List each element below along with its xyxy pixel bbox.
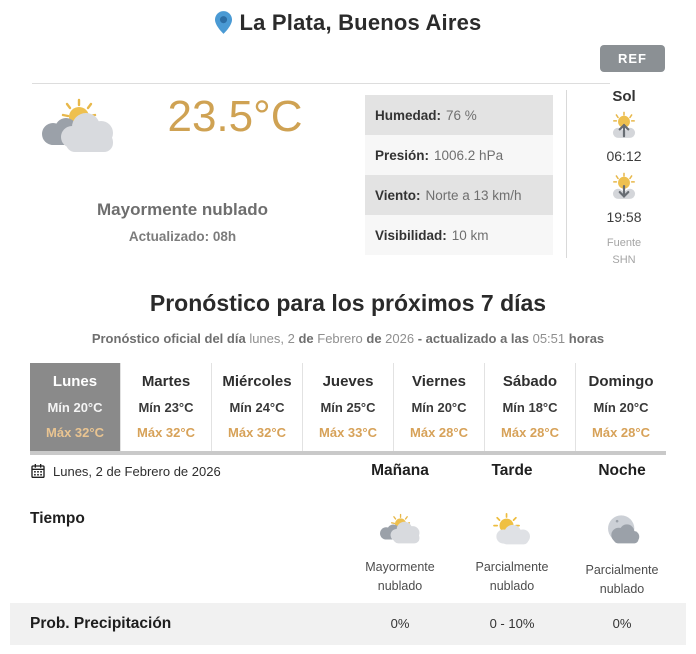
day-name: Lunes	[52, 373, 98, 390]
day-name: Sábado	[502, 373, 558, 390]
detail-row-humidity	[365, 95, 553, 135]
current-updated-time: Actualizado: 08h	[128, 229, 237, 244]
day-min-temp: Mín 23°C	[138, 400, 194, 415]
detail-row-wind	[365, 175, 553, 215]
current-temperature: 23.5°C	[167, 92, 303, 141]
day-min-temp: Mín 25°C	[320, 400, 376, 415]
detail-value: 76 %	[446, 107, 477, 123]
sunset-time: 19:58	[606, 209, 642, 225]
forecast-subtitle	[0, 331, 696, 346]
detail-row-pressure	[365, 135, 553, 175]
day-max-temp: Máx 32°C	[228, 425, 286, 440]
day-name: Miércoles	[222, 373, 292, 390]
detail-label: Humedad:	[375, 107, 442, 123]
day-tab-lunes[interactable]	[30, 363, 120, 451]
selected-day-date: Lunes, 2 de Febrero de 2026	[53, 463, 221, 479]
detail-label: Presión:	[375, 147, 430, 163]
day-max-temp: Máx 28°C	[410, 425, 468, 440]
day-max-temp: Máx 32°C	[137, 425, 195, 440]
day-tab-miercoles[interactable]	[211, 363, 302, 451]
seven-day-forecast-table	[30, 363, 666, 455]
location-pin-icon	[215, 11, 232, 39]
condition-line: Mayormente	[365, 560, 435, 574]
night-partly-cloudy-icon	[599, 537, 645, 554]
page-title: La Plata, Buenos Aires	[239, 10, 482, 35]
condition-line: nublado	[599, 582, 645, 597]
condition-line: Parcialmente	[475, 560, 549, 574]
day-name: Martes	[141, 373, 191, 390]
current-weather-mostly-cloudy-icon	[33, 96, 123, 163]
ref-button[interactable]: REF	[600, 45, 665, 72]
precipitation-row-label: Prob. Precipitación	[30, 615, 172, 632]
day-min-temp: Mín 18°C	[502, 400, 558, 415]
subtitle-segment: 2026	[381, 331, 418, 346]
period-header-noche: Noche	[598, 462, 646, 479]
source-attribution	[578, 235, 670, 269]
period-header-manana: Mañana	[371, 462, 429, 479]
subtitle-segment: 05:51	[528, 331, 569, 346]
subtitle-segment: Febrero	[313, 331, 367, 346]
sunrise-time: 06:12	[606, 148, 642, 164]
day-name: Domingo	[588, 373, 654, 390]
header	[0, 10, 696, 39]
condition-line: Parcialmente	[585, 563, 659, 577]
day-min-temp: Mín 20°C	[47, 400, 103, 415]
mostly-cloudy-icon	[375, 534, 425, 551]
day-name: Viernes	[412, 373, 466, 390]
day-name: Jueves	[322, 373, 374, 390]
day-tab-viernes[interactable]	[393, 363, 484, 451]
subtitle-segment: lunes, 2	[245, 331, 299, 346]
condition-label	[344, 558, 456, 597]
sun-title: Sol	[612, 88, 636, 105]
condition-label	[566, 561, 678, 600]
subtitle-segment: - actualizado a las	[417, 331, 529, 346]
detail-row-visibility	[365, 215, 553, 255]
sunrise-icon	[578, 111, 670, 146]
day-tab-jueves[interactable]	[302, 363, 393, 451]
source-name: SHN	[612, 254, 636, 267]
source-label: Fuente	[606, 237, 642, 249]
condition-line: nublado	[377, 579, 423, 594]
day-min-temp: Mín 20°C	[411, 400, 467, 415]
subtitle-segment: Pronóstico oficial del día	[91, 331, 246, 346]
detail-value: 1006.2 hPa	[434, 147, 504, 163]
forecast-title: Pronóstico para los próximos 7 días	[149, 290, 547, 316]
partly-cloudy-icon	[487, 534, 537, 551]
day-max-temp: Máx 32°C	[46, 425, 104, 440]
weather-row-label: Tiempo	[30, 510, 85, 527]
day-max-temp: Máx 33°C	[319, 425, 377, 440]
header-divider	[32, 83, 610, 84]
day-tab-martes[interactable]	[120, 363, 211, 451]
calendar-icon	[30, 463, 46, 479]
details-sun-divider	[566, 90, 567, 258]
precipitation-value-tarde: 0 - 10%	[489, 616, 535, 631]
precipitation-value-noche: 0%	[612, 616, 632, 631]
day-max-temp: Máx 28°C	[592, 425, 650, 440]
subtitle-segment: de	[366, 331, 382, 346]
detail-value: Norte a 13 km/h	[425, 187, 522, 203]
day-tab-domingo[interactable]	[575, 363, 666, 451]
condition-cell-tarde	[456, 512, 568, 597]
condition-cell-manana	[344, 512, 456, 597]
sunset-icon	[578, 172, 670, 207]
condition-cell-noche	[566, 512, 678, 600]
detail-label: Visibilidad:	[375, 227, 447, 243]
condition-line: nublado	[489, 579, 535, 594]
day-max-temp: Máx 28°C	[501, 425, 559, 440]
selected-day-date-row	[30, 463, 221, 479]
condition-label	[456, 558, 568, 597]
sun-panel	[578, 88, 670, 269]
subtitle-segment: de	[298, 331, 314, 346]
current-details-table	[365, 95, 553, 255]
detail-value: 10 km	[451, 227, 489, 243]
day-tab-sabado[interactable]	[484, 363, 575, 451]
day-min-temp: Mín 24°C	[229, 400, 285, 415]
period-header-tarde: Tarde	[491, 462, 533, 479]
precipitation-value-manana: 0%	[390, 616, 410, 631]
subtitle-segment: horas	[568, 331, 605, 346]
detail-label: Viento:	[375, 187, 421, 203]
current-condition: Mayormente nublado	[97, 200, 268, 219]
day-min-temp: Mín 20°C	[593, 400, 649, 415]
